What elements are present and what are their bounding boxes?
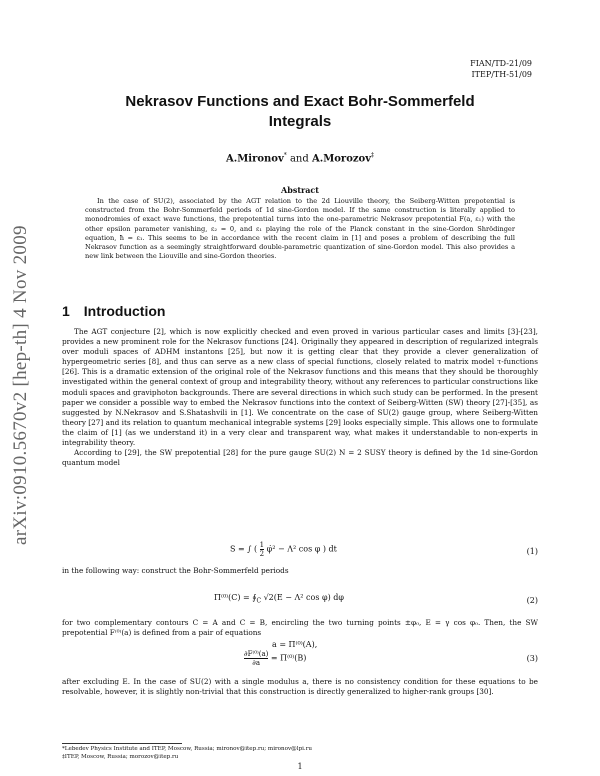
- equation-2-sub: C: [256, 597, 262, 605]
- abstract-text: In the case of SU(2), associated by the AGT relation to the 2d Liouville theory, the Seiberg-Witten prepotential is constructed from the Bohr-Sommerfeld periods of 1d sine-Gordon model. If the same construction is literally applied to monodromies of exact wave functions, the prepotential turns into the one-parametric Nekrasov prepotential F(a, ε₁) with the other epsilon parameter vanishing, ε₂ = 0, and ε₁ playing the role of the Planck constant in the sine-Gordon Shrödinger equation, ħ = ε₁. This seems to be in accordance with the recent claim in [1] and poses a problem of describing the full Nekrasov function as a seemingly straightforward double-parametric quantization of sine-Gordon model. This also provides a new link between the Liouville and sine-Gordon theories.: [85, 197, 515, 261]
- paragraph-2-text: According to [29], the SW prepotential [28] for the pure gauge SU(2) N = 2 SUSY theory is defined by the 1d sine-Gordon quantum model: [62, 448, 538, 468]
- equation-3-number: (3): [526, 654, 538, 663]
- equation-1-lhs: S = ∫ (: [230, 544, 258, 554]
- equation-1-body: [230, 541, 337, 558]
- author-1: A.Mironov: [225, 153, 284, 165]
- equation-2-body: [214, 593, 344, 605]
- author-1-mark: *: [283, 152, 287, 159]
- text-after-eq1: [62, 566, 538, 576]
- abstract-heading: Abstract: [281, 185, 319, 195]
- equation-1: [62, 541, 538, 561]
- page-number: 1: [297, 762, 303, 771]
- equation-2-number: (2): [526, 596, 538, 605]
- arxiv-stamp: arXiv:0910.5670v2 [hep-th] 4 Nov 2009: [10, 225, 31, 545]
- intro-paragraph-3: [62, 677, 538, 697]
- report-numbers: [470, 58, 532, 80]
- equation-1-frac-den: 2: [259, 550, 265, 558]
- text-after-eq2: [62, 618, 538, 638]
- section-number: 1: [62, 303, 70, 319]
- equation-1-frac-num: 1: [259, 541, 265, 549]
- equation-3-line-1: a = Π⁽⁰⁾(A),: [272, 640, 318, 649]
- author-2: A.Morozov: [311, 153, 372, 165]
- equation-2-rhs: √2(E − Λ² cos φ) dφ: [263, 593, 344, 602]
- equation-3-fraction: [244, 650, 268, 667]
- text-after-eq1-content: in the following way: construct the Bohr-Sommerfeld periods: [62, 566, 289, 575]
- report-number-2: ITEP/TH-51/09: [471, 70, 532, 79]
- text-after-eq2-content: for two complementary contours C = A and C = B, encircling the two turning points ±φ₀, E = γ cos φ₀. Then, the SW prepotential F⁽⁰⁾(a) is defined from a pair of equations: [62, 618, 538, 638]
- paragraph-1-text: The AGT conjecture [2], which is now explicitly checked and even proved in various particular cases and limits [3]-[23], provides a new prominent role for the Nekrasov functions [24]. Originally they appeared in description of regularized integrals over moduli spaces of ADHM instantons [25], but now it is getting clear that they provide a clever generalization of hypergeometric series [8], and thus can serve as a new class of special functions, closely related to matrix model τ-functions [26]. This is a dramatic extension of the original role of the Nekrasov functions and this means that they should be thoroughly investigated within the general context of group and integrability theory, without any references to particular constructions like moduli spaces and graviphoton backgrounds. There are several directions in which such study can be performed. In the present paper we consider a possible way to embed the Nekrasov functions into the context of Seiberg-Witten (SW) theory [27]-[35], as suggested by N.Nekrasov and S.Shatashvili in [1]. We concentrate on the case of SU(2) gauge group, where Seiberg-Witten theory [27] and its relation to quantum mechanical integrable systems [29] looks especially simple. This allows one to formulate the claim of [1] (as we understand it) in a very clear and transparent way, what makes it understandable to non-experts in integrability theory.: [62, 327, 538, 448]
- title-line-2: Integrals: [268, 113, 332, 130]
- paragraph-3-text: after excluding E. In the case of SU(2) with a single modulus a, there is no consistency condition for these equations to be resolvable, however, it is slightly non-trivial that this construction is directly generalized to higher-rank groups [30].: [62, 677, 538, 697]
- section-heading: [62, 303, 165, 319]
- title-line-1: Nekrasov Functions and Exact Bohr-Sommerfeld: [125, 93, 475, 110]
- equation-1-rhs: φ̇² − Λ² cos φ ) dt: [266, 544, 337, 554]
- authors: [0, 152, 600, 164]
- equation-1-number: (1): [526, 547, 538, 556]
- paper-title: [90, 92, 510, 132]
- equation-3-frac-den: ∂a: [244, 658, 268, 667]
- footnote-2: ‡ITEP, Moscow, Russia; morozov@itep.ru: [62, 754, 179, 760]
- equation-1-fraction: [260, 541, 264, 558]
- footnote-1: *Lebedev Physics Institute and ITEP, Moscow, Russia; mironov@itep.ru; mironov@lpi.ru: [62, 746, 312, 752]
- equation-3-frac-num: ∂F⁽⁰⁾(a): [244, 650, 269, 658]
- equation-2: [62, 591, 538, 613]
- equation-3-rhs: = Π⁽⁰⁾(B): [270, 653, 307, 663]
- author-2-mark: ‡: [371, 152, 375, 159]
- report-number-1: FIAN/TD-21/09: [470, 59, 532, 68]
- authors-conjunction: and: [286, 153, 312, 165]
- section-title: Introduction: [83, 303, 166, 319]
- intro-paragraph-1: [62, 327, 538, 468]
- equation-3-line-2: [244, 650, 306, 667]
- equation-3: [62, 640, 538, 674]
- footnote-rule: [62, 743, 182, 744]
- equation-2-lhs: Π⁽⁰⁾(C) = ∮: [214, 593, 257, 602]
- abstract: [85, 197, 515, 261]
